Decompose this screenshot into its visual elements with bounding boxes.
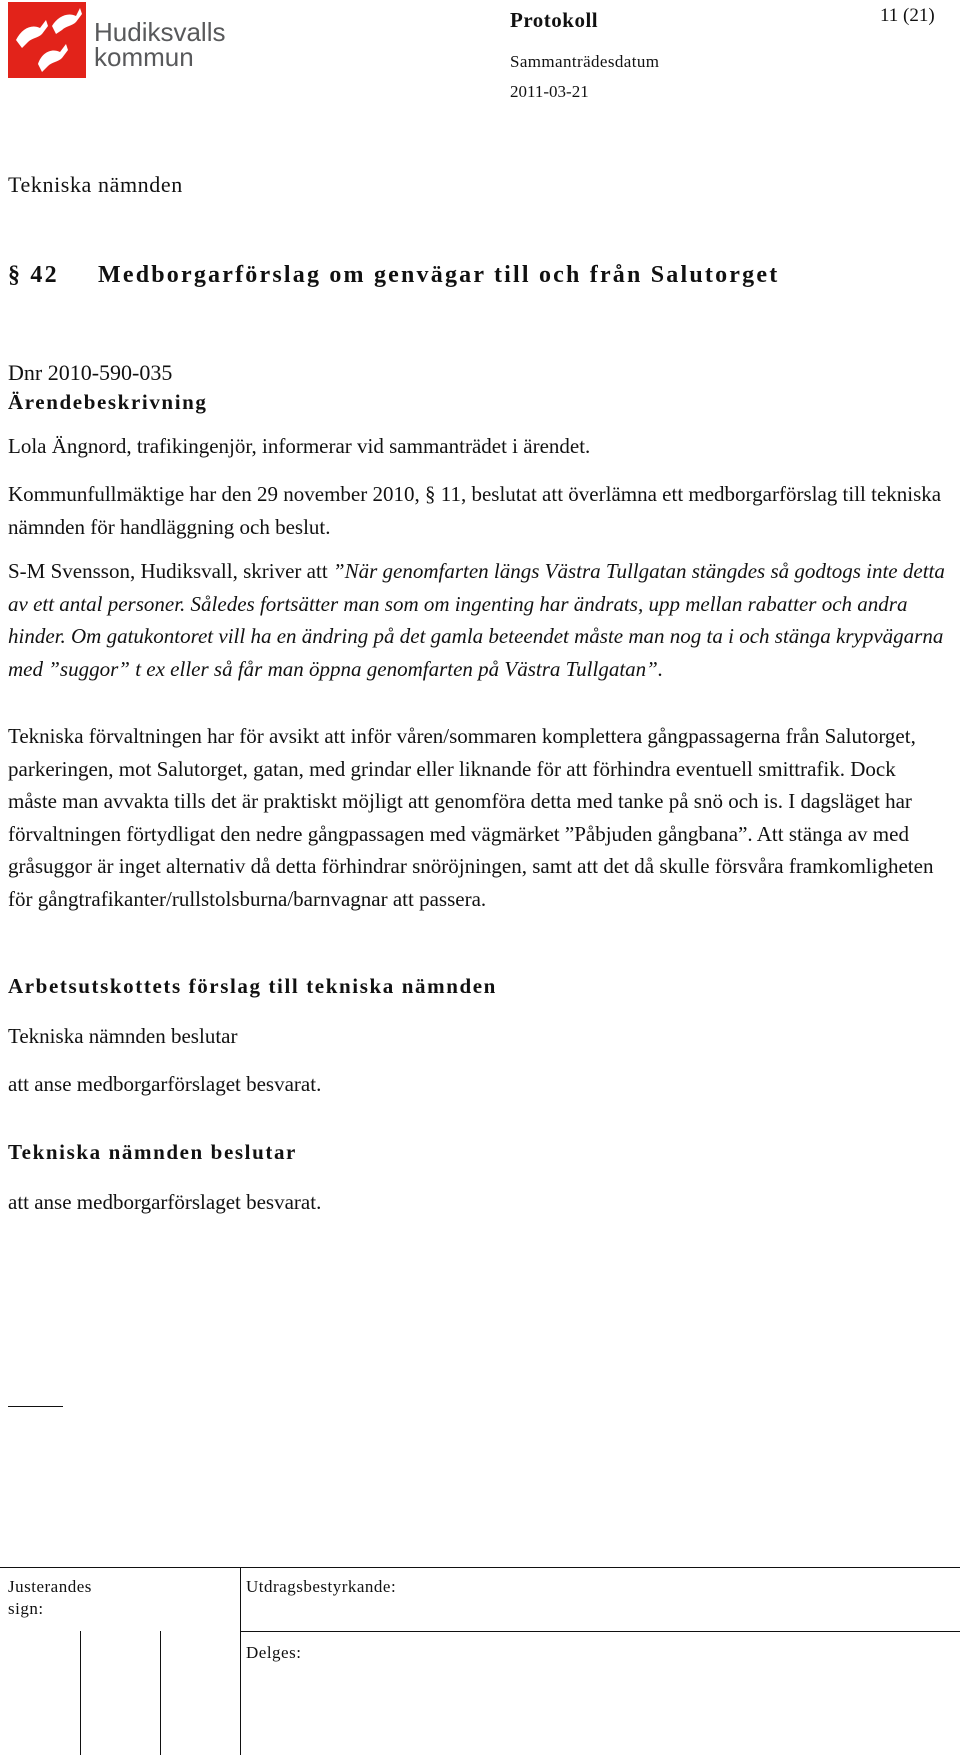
utdragsbestyrkande-label: Utdragsbestyrkande:: [246, 1577, 397, 1596]
paragraph-reference: § 11,: [425, 482, 467, 506]
committee-name: Tekniska nämnden: [8, 172, 183, 197]
section-title: [8, 258, 908, 293]
delges-label: Delges:: [246, 1643, 302, 1662]
logo-text: [94, 17, 226, 72]
quote-intro: S-M Svensson, Hudiksvall, skriver att: [8, 559, 328, 583]
footer-mid-rule: [240, 1631, 960, 1632]
section-number: § 42: [8, 262, 59, 288]
page-number: 11 (21): [880, 5, 935, 26]
proposal-heading: Arbetsutskottets förslag till tekniska nämnden: [8, 974, 497, 998]
footer-top-rule: [0, 1567, 960, 1568]
council-text-after: beslutat att överlämna ett medborgarförslag till tekniska nämnden för handläggning och beslut.: [8, 482, 942, 539]
end-divider: [8, 1406, 63, 1407]
goat-emblem-icon: [8, 2, 86, 78]
footer-signature-box-divider-2: [160, 1631, 161, 1755]
logo-line-2: kommun: [94, 42, 194, 72]
paragraph-proposal-quote: [8, 555, 948, 685]
paragraph-informant: Lola Ängnord, trafikingenjör, informerar vid sammanträdet i ärendet.: [8, 434, 591, 458]
sign-label: sign:: [8, 1599, 44, 1618]
paragraph-council-decision: [8, 478, 948, 543]
decision-line: att anse medborgarförslaget besvarat.: [8, 1190, 322, 1214]
document-type: Protokoll: [510, 8, 599, 32]
meeting-date: 2011-03-21: [510, 82, 589, 101]
decision-heading: Tekniska nämnden beslutar: [8, 1140, 297, 1164]
citizen-quote: ”När genomfarten längs Västra Tullgatan stängdes så godtogs inte detta av ett antal personer. Således fortsätter man som om ingenting har ändrats, upp mellan rabatter och andra hinder. Om gatukontoret vill ha en ändring på det gamla beteendet måste man nog ta i och stänga krypvägarna med ”suggor” t ex eller så får man öppna genomfarten på Västra Tullgatan”.: [8, 559, 945, 681]
registration-number: Dnr 2010-590-035: [8, 360, 173, 385]
proposal-line-2: att anse medborgarförslaget besvarat.: [8, 1072, 322, 1096]
section-title-text: Medborgarförslag om genvägar till och från Salutorget: [98, 262, 780, 288]
footer-signature-box-divider-1: [80, 1631, 81, 1755]
council-text-before: Kommunfullmäktige har den 29 november 2010,: [8, 482, 420, 506]
logo: [8, 2, 253, 80]
signature-footer: [0, 1567, 960, 1755]
proposal-line-1: Tekniska nämnden beslutar: [8, 1024, 238, 1048]
footer-divider-main: [240, 1567, 241, 1755]
logo-line-1: Hudiksvalls: [94, 17, 226, 47]
justerandes-label: Justerandes: [8, 1577, 92, 1596]
paragraph-administration-response: Tekniska förvaltningen har för avsikt att inför våren/sommaren komplettera gångpassagerna från Salutorget, parkeringen, mot Salutorget, gatan, med grindar eller liknande för att förhindra eventuell smittrafik. Dock måste man avvakta tills det är praktiskt möjligt att genomföra detta med tanke på snö och is. I dagsläget har förvaltningen förtydligat den nedre gångpassagen med vägmärket ”Påbjuden gångbana”. Att stänga av med gråsuggor är inget alternativ då detta förhindrar snöröjningen, samt att det då skulle försvåra framkomligheten för gångtrafikanter/rullstolsburna/barnvagnar att passera.: [8, 724, 934, 911]
case-heading: Ärendebeskrivning: [8, 390, 208, 414]
meeting-date-label: Sammanträdesdatum: [510, 52, 660, 71]
